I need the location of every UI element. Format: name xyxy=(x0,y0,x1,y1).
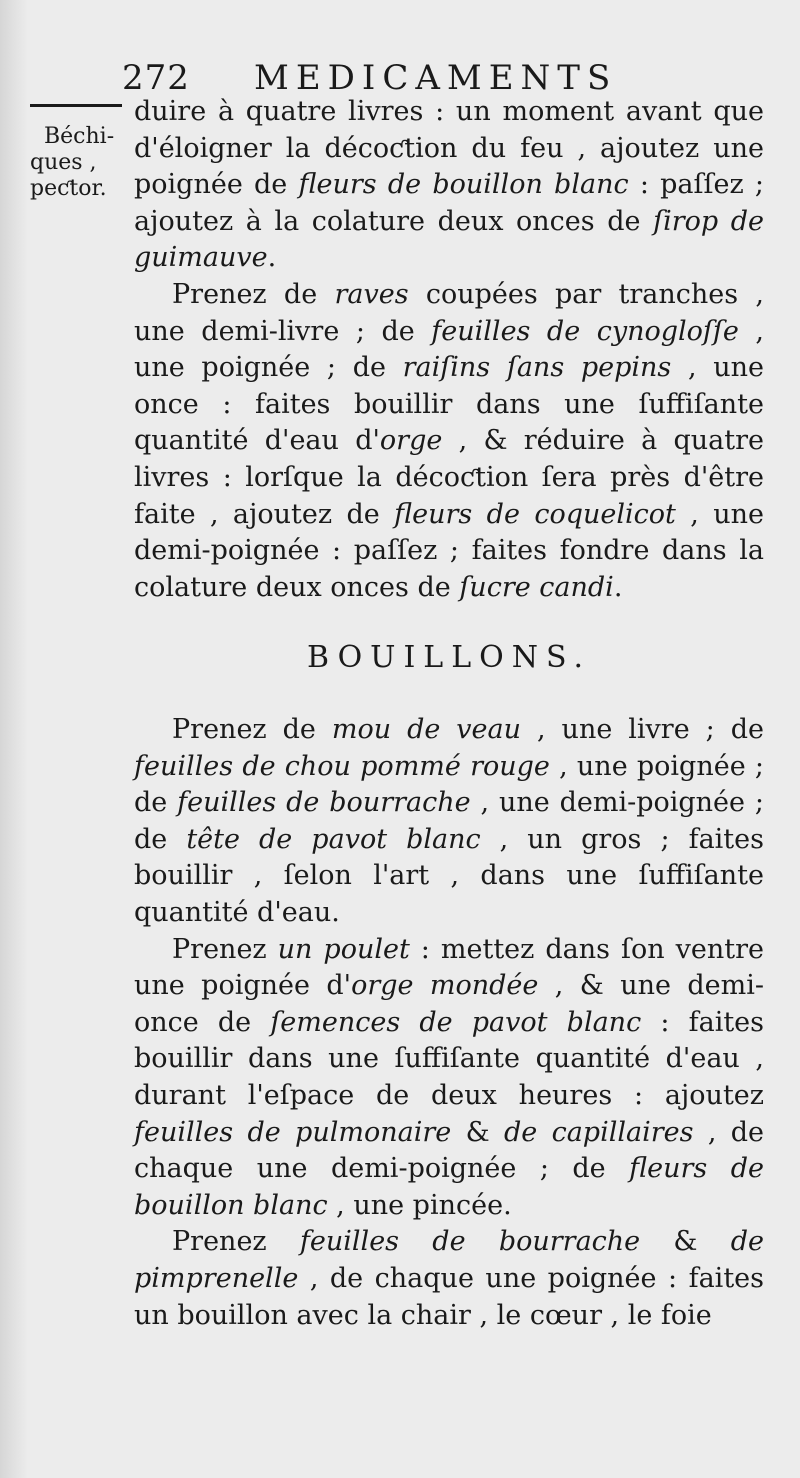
italic-run: tête de pavot blanc xyxy=(186,823,481,855)
body-text-block-1 xyxy=(134,94,764,606)
italic-run: ſemences de pavot blanc xyxy=(270,1006,642,1038)
section-title: BOUILLONS. xyxy=(306,640,592,675)
text-run: , un gros ; faites bouillir , ſelon l'art , dans une ſuffiſante quantité d'eau. xyxy=(134,823,764,928)
text-run: , une poignée ; de xyxy=(134,750,764,819)
text-run: , une once : faites bouillir dans une ſuffiſante quantité d'eau d' xyxy=(134,352,764,457)
italic-run: ſirop de guimauve xyxy=(134,205,764,274)
text-run: , une demi-poignée : paſſez ; faites fondre dans la colature deux onces de xyxy=(134,498,764,603)
italic-run: un poulet xyxy=(277,933,410,965)
text-run: & xyxy=(451,1116,504,1148)
page-gutter xyxy=(0,0,28,1478)
running-title: MEDICAMENTS xyxy=(254,58,618,98)
paragraph xyxy=(134,1224,764,1334)
margin-note-line: peƈtor. xyxy=(30,176,107,201)
text-run: , une demi-poignée ; de xyxy=(134,787,764,855)
body-text-block-2 xyxy=(134,712,764,1334)
italic-run: de capillaires xyxy=(503,1116,694,1148)
text-run: , une poignée ; de xyxy=(134,315,765,384)
text-run: . xyxy=(267,242,277,274)
italic-run: mou de veau xyxy=(331,714,522,745)
italic-run: feuilles de cynogloſſe xyxy=(431,315,739,347)
text-run: Prenez xyxy=(172,933,278,965)
paragraph xyxy=(134,712,764,932)
text-run: Prenez de xyxy=(172,278,335,310)
italic-run: de pimprenelle xyxy=(134,1226,764,1294)
text-run: , une pincée. xyxy=(327,1189,512,1221)
margin-rule xyxy=(30,104,122,107)
italic-run: ſucre candi xyxy=(459,571,614,603)
margin-note-line: Béchi- xyxy=(44,124,115,149)
italic-run: orge mondée xyxy=(351,970,539,1002)
text-run: & xyxy=(640,1226,731,1258)
italic-run: feuilles de bourrache xyxy=(177,787,471,819)
text-run: coupées par tranches , une demi-livre ; de xyxy=(134,278,764,347)
text-run: : mettez dans ſon ventre une poignée d' xyxy=(134,933,764,1002)
paragraph xyxy=(134,277,764,606)
italic-run: fleurs de bouillon blanc xyxy=(298,169,629,201)
italic-run: fleurs de coquelicot xyxy=(394,498,676,530)
margin-note-line: ques , xyxy=(30,150,97,175)
text-run: Prenez xyxy=(172,1226,300,1258)
text-run: , & une demi-once de xyxy=(134,970,765,1038)
paragraph xyxy=(134,932,764,1225)
text-run: : faites bouillir dans une ſuffiſante quantité d'eau , durant l'eſpace de deux heures : ajoutez xyxy=(134,1006,765,1111)
text-run: , & réduire à quatre livres : lorſque la décoƈtion ſera près d'être faite , ajoutez de xyxy=(134,425,765,530)
italic-run: feuilles de bourrache xyxy=(299,1226,641,1258)
margin-note xyxy=(30,124,125,202)
italic-run: fleurs de bouillon blanc xyxy=(134,1153,765,1221)
text-run: duire à quatre livres : un moment avant que d'éloigner la décoƈtion du feu , ajoutez une poignée de xyxy=(134,96,764,201)
text-run: : paſſez ; ajoutez à la colature deux onces de xyxy=(134,169,765,237)
text-run: , de chaque une poignée : faites un bouillon avec la chair , le cœur , le foie xyxy=(134,1262,764,1331)
text-run: , de chaque une demi-poignée ; de xyxy=(134,1116,765,1185)
text-run: Prenez de xyxy=(172,714,332,745)
text-run: , une livre ; de xyxy=(521,714,764,745)
italic-run: feuilles de chou pommé rouge xyxy=(134,750,550,782)
italic-run: raves xyxy=(334,278,409,310)
paragraph xyxy=(134,94,764,277)
italic-run: orge xyxy=(379,425,443,457)
italic-run: feuilles de pulmonaire xyxy=(134,1116,452,1148)
italic-run: raiſins ſans pepins xyxy=(402,352,672,384)
page-number: 272 xyxy=(122,58,190,98)
text-run: . xyxy=(613,571,623,603)
